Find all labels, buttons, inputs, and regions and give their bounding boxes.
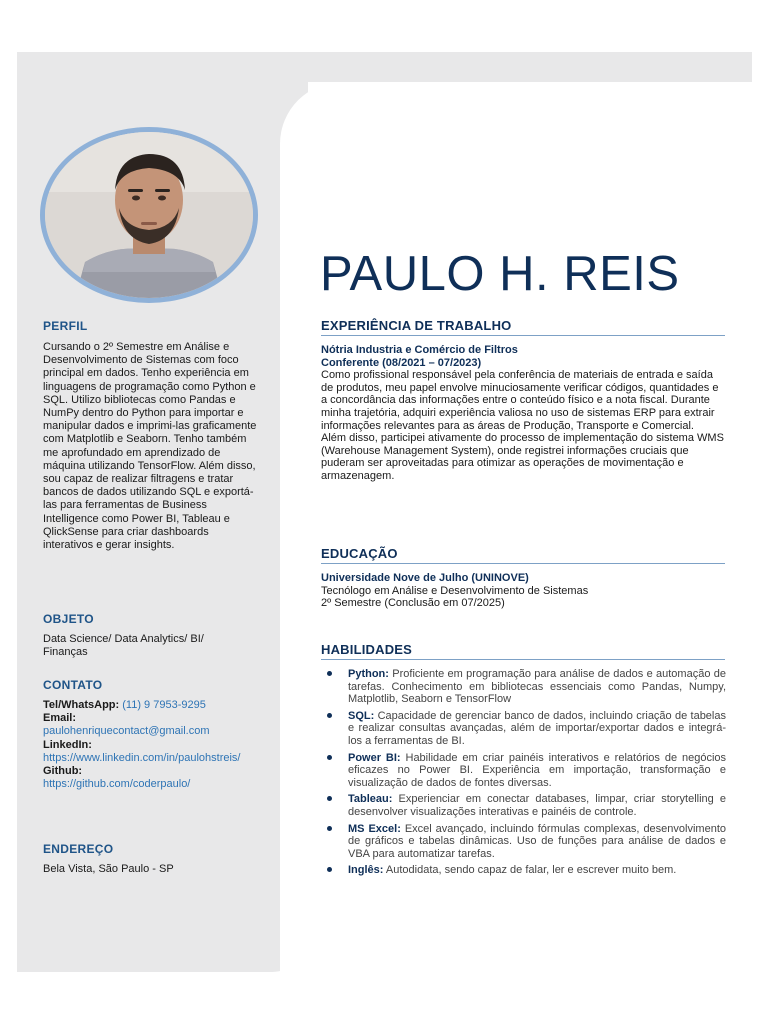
github-label: Github:: [43, 765, 83, 778]
company-name: Nótria Industria e Comércio de Filtros: [321, 344, 518, 356]
skill-text: Habilidade em criar painéis interativos e relatórios de negócios eficazes no Power BI. Experiência em importação, transformação e visualização de dados de fontes diversas.: [348, 751, 727, 789]
skills-heading: HABILIDADES: [321, 642, 413, 657]
skill-label: Python:: [348, 668, 389, 680]
contact-block: [43, 699, 261, 791]
experience-block: [321, 344, 726, 483]
experience-heading: EXPERIÊNCIA DE TRABALHO: [321, 318, 512, 333]
phone-row: [43, 699, 261, 712]
github-link[interactable]: https://github.com/coderpaulo/: [43, 778, 191, 791]
school-name: Universidade Nove de Julho (UNINOVE): [321, 572, 529, 584]
bullet-icon: [327, 867, 332, 872]
skills-list: [321, 668, 726, 881]
bullet-icon: [327, 713, 332, 718]
experience-divider: [321, 335, 725, 336]
bullet-icon: [327, 796, 332, 801]
objeto-text: Data Science/ Data Analytics/ BI/ Finanças: [43, 633, 204, 659]
endereco-heading: ENDEREÇO: [43, 842, 114, 856]
email-label: Email:: [43, 712, 77, 725]
skill-text: Autodidata, sendo capaz de falar, ler e escrever muito bem.: [385, 864, 677, 877]
skill-label: SQL:: [348, 709, 375, 722]
phone-link[interactable]: (11) 9 7953-9295: [122, 699, 206, 711]
bullet-icon: [327, 671, 332, 676]
list-item: [321, 710, 726, 748]
candidate-name: PAULO H. REIS: [320, 247, 680, 301]
perfil-heading: PERFIL: [43, 319, 88, 333]
skill-label: Inglês:: [348, 864, 384, 877]
top-band: [306, 52, 752, 82]
job-role: Conferente (08/2021 – 07/2023): [321, 356, 482, 369]
skill-text: Proficiente em programação para análise de dados e automação de tarefas. Conhecimento em bibliotecas essenciais como Pandas, Numpy, Matplotlib, Seaborn e TensorFlow: [348, 668, 726, 706]
skill-text: Excel avançado, incluindo fórmulas complexas, desenvolvimento de gráficos e tabelas dinâmicas. Uso de funções para análise de dados e VBA para automatizar tarefas.: [348, 822, 726, 860]
endereco-text: Bela Vista, São Paulo - SP: [43, 863, 174, 875]
bullet-icon: [327, 826, 332, 831]
phone-label: Tel/WhatsApp:: [43, 699, 120, 711]
list-item: [321, 668, 726, 706]
bullet-icon: [327, 755, 332, 760]
contato-heading: CONTATO: [43, 678, 103, 692]
linkedin-label: LinkedIn:: [43, 738, 92, 751]
education-block: [321, 572, 726, 610]
skill-text: Experienciar em conectar databases, limpar, criar storytelling e desenvolver visualizações interativas e painéis de controle.: [348, 793, 726, 818]
list-item: [321, 752, 726, 790]
experience-paragraph-1: Como profissional responsável pela conferência de materiais de entrada e saída de produtos, meu papel envolve minuciosamente verificar códigos, quantidades e a concordância das informações entre o conteúdo físico e a nota fiscal. Durante minha trajetória, adquiri experiência valiosa no uso de sistemas ERP para extrair informações relevantes para as áreas de Produção, Transporte e Comercial.: [321, 369, 719, 432]
education-heading: EDUCAÇÃO: [321, 546, 398, 561]
course-name: Tecnólogo em Análise e Desenvolvimento de Sistemas: [321, 584, 589, 597]
list-item: [321, 864, 726, 877]
list-item: [321, 793, 726, 818]
skills-divider: [321, 659, 725, 660]
course-status: 2º Semestre (Conclusão em 07/2025): [321, 597, 505, 610]
skill-text: Capacidade de gerenciar banco de dados, incluindo criação de tabelas e realizar consultas avançadas, além de importar/exportar dados e integrá-los a ferramentas de BI.: [348, 709, 726, 747]
list-item: [321, 823, 726, 861]
linkedin-link[interactable]: https://www.linkedin.com/in/paulohstreis/: [43, 751, 241, 764]
education-divider: [321, 563, 725, 564]
objeto-heading: OBJETO: [43, 612, 94, 626]
email-link[interactable]: paulohenriquecontact@gmail.com: [43, 725, 210, 738]
profile-photo: [40, 127, 258, 303]
perfil-text: Cursando o 2º Semestre em Análise e Desenvolvimento de Sistemas com foco principal em dados. Tenho experiência em linguagens de programação como Python e SQL. Utilizo bibliotecas como Pandas e NumPy dentro do Python para importar e manipular dados e imprimi-las graficamente com Matplotlib e Seaborn. Tenho também me aprofundado em aprendizado de máquina utilizando TensorFlow. Além disso, sou capaz de realizar filtragens e tratar bancos de dados utilizando SQL e exportá-las para ferramentas de Business Intelligence como Power BI, Tableau e QlickSense para criar dashboards interativos e gerar insights.: [43, 341, 257, 552]
skill-label: Tableau:: [348, 793, 393, 806]
experience-paragraph-2: Além disso, participei ativamente do processo de implementação do sistema WMS (Warehouse Management System), onde registrei informações cruciais que puderam ser aproveitadas para otimizar as operações de movimentação e armazenagem.: [321, 432, 724, 482]
skill-label: Power BI:: [348, 751, 401, 764]
skill-label: MS Excel:: [348, 822, 401, 835]
